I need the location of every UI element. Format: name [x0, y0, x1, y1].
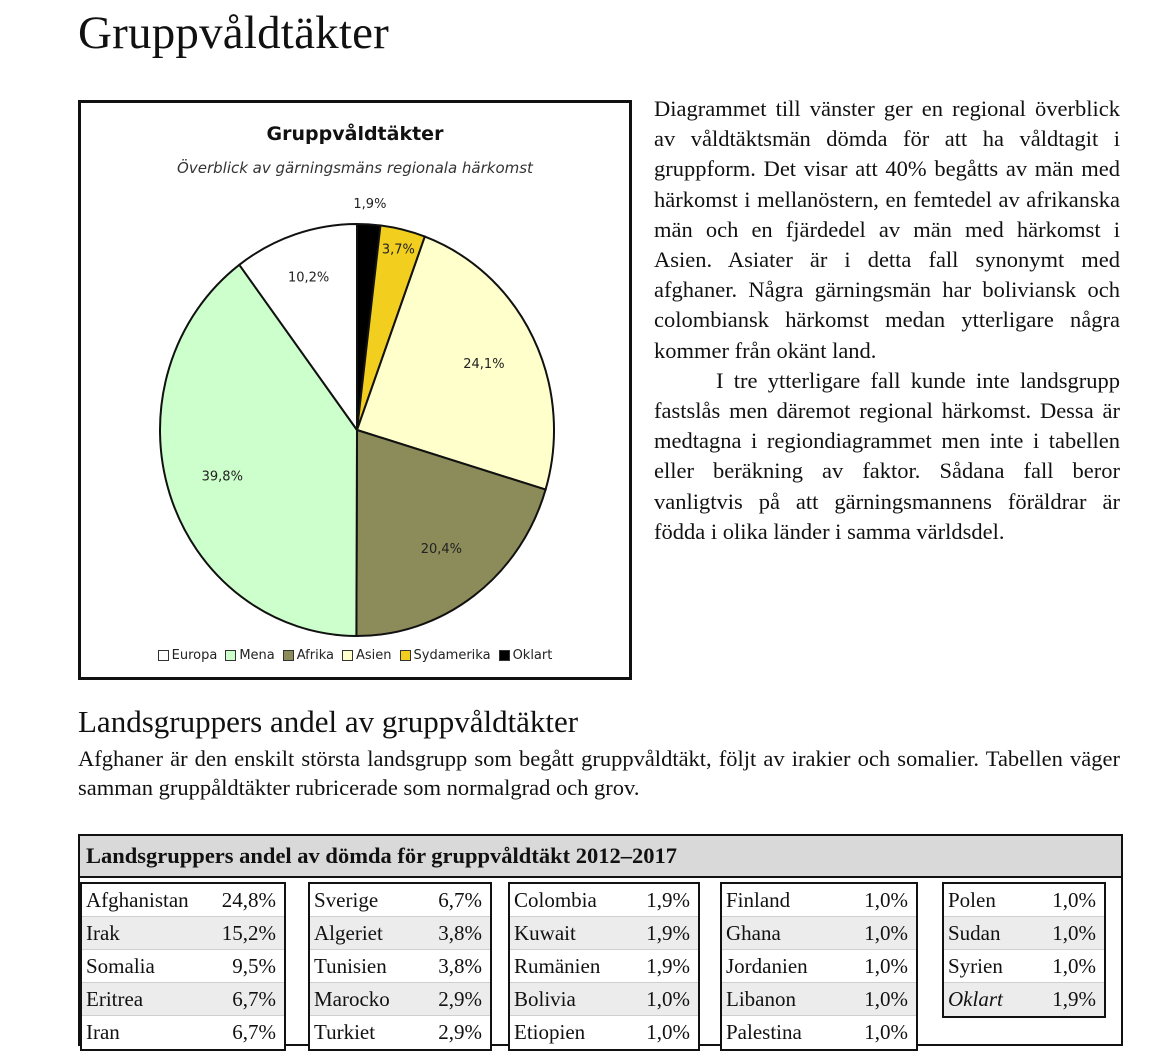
country-share: 9,5% [232, 953, 276, 978]
country-name: Marocko [314, 986, 390, 1011]
table-row [82, 884, 284, 917]
table-row [310, 884, 490, 917]
country-name: Tunisien [314, 953, 387, 978]
country-share: 1,9% [646, 887, 690, 912]
legend-item-afrika [283, 648, 334, 663]
country-share: 1,0% [864, 887, 908, 912]
country-name: Iran [86, 1020, 120, 1044]
country-name: Oklart [948, 987, 1003, 1011]
country-share: 1,0% [1052, 887, 1096, 912]
legend-swatch-mena [225, 650, 236, 661]
table-column-4 [720, 882, 918, 1051]
pie-label-oklart: 1,9% [353, 196, 387, 212]
table-column-1 [80, 882, 286, 1051]
legend-label-asien: Asien [355, 648, 392, 663]
table-row [722, 917, 916, 950]
country-share: 1,0% [864, 920, 908, 945]
table-row [944, 884, 1104, 917]
table-row [510, 917, 698, 950]
country-name: Colombia [514, 887, 597, 912]
legend-label-europa: Europa [171, 648, 218, 663]
pie-chart [78, 100, 632, 680]
country-name: Rumänien [514, 953, 601, 978]
country-share: 1,0% [1052, 953, 1096, 978]
pie-svg [81, 103, 629, 677]
legend-label-oklart: Oklart [512, 648, 553, 663]
body-paragraph-1: Diagrammet till vänster ger en regional överblick av våldtäktsmän dömda för att ha våldtagit i gruppform. Det visar att 40% begåtts av män med härkomst i mellanöstern, en femtedel av afrikanska män och en fjärdedel av män med härkomst i Asien. Asiater är i detta fall synonymt med afghaner. Några gärningsmän har boliviansk och colombiansk härkomst medan ytterligare några kommer från okänt land. [654, 96, 1120, 363]
table-row [944, 950, 1104, 983]
pie-label-sydamerika: 3,7% [381, 242, 415, 258]
table-row [722, 983, 916, 1016]
legend-swatch-afrika [283, 650, 294, 661]
country-share: 1,9% [646, 953, 690, 978]
country-share: 1,9% [1052, 987, 1096, 1011]
country-name: Etiopien [514, 1020, 586, 1044]
country-share: 15,2% [221, 920, 276, 945]
table-row [510, 1016, 698, 1049]
table-row [310, 917, 490, 950]
table-row [82, 917, 284, 950]
country-name: Libanon [726, 986, 796, 1011]
table-column-3 [508, 882, 700, 1051]
country-share: 1,0% [864, 1020, 908, 1044]
page-title: Gruppvåldtäkter [78, 7, 390, 59]
country-share: 2,9% [438, 1020, 482, 1044]
body-paragraph-2: I tre ytterligare fall kunde inte landsgrupp fastslås men däremot regional härkomst. Dessa är medtagna i regiondiagrammet men inte i tabellen eller beräkning av faktor. Sådana fall beror vanligtvis på att gärningsmannens föräldrar är födda i olika länder i samma världsdel. [654, 367, 1120, 544]
legend-swatch-sydamerika [400, 650, 411, 661]
table-row [82, 983, 284, 1016]
pie-label-mena: 39,8% [201, 469, 243, 485]
country-share: 3,8% [438, 920, 482, 945]
table-row [82, 1016, 284, 1049]
legend-item-europa [158, 648, 218, 663]
country-share: 1,0% [646, 1020, 690, 1044]
table-row [722, 884, 916, 917]
country-name: Eritrea [86, 986, 144, 1011]
country-name: Afghanistan [86, 887, 189, 912]
chart-subtitle: Överblick av gärningsmäns regionala härkomst [177, 159, 533, 177]
country-table [78, 834, 1123, 1046]
chart-legend [81, 648, 629, 663]
country-share: 6,7% [232, 1020, 276, 1044]
country-share: 6,7% [232, 986, 276, 1011]
country-share: 1,0% [1052, 920, 1096, 945]
country-name: Turkiet [314, 1020, 376, 1044]
country-name: Bolivia [514, 986, 576, 1011]
country-name: Kuwait [514, 920, 576, 945]
country-share: 24,8% [221, 887, 276, 912]
legend-label-sydamerika: Sydamerika [413, 648, 491, 663]
pie-label-europa: 10,2% [287, 270, 330, 286]
legend-swatch-asien [342, 650, 353, 661]
table-row [944, 983, 1104, 1016]
table-row [510, 884, 698, 917]
country-name: Palestina [726, 1020, 802, 1044]
country-share: 6,7% [438, 887, 482, 912]
country-share: 1,0% [864, 986, 908, 1011]
country-name: Somalia [86, 953, 155, 978]
table-row [944, 917, 1104, 950]
table-row [310, 1016, 490, 1049]
country-name: Algeriet [314, 920, 383, 945]
country-share: 1,0% [864, 953, 908, 978]
country-share: 2,9% [438, 986, 482, 1011]
legend-item-asien [342, 648, 392, 663]
country-name: Syrien [948, 953, 1003, 978]
body-text [654, 94, 1120, 547]
country-share: 3,8% [438, 953, 482, 978]
country-name: Jordanien [726, 953, 808, 978]
country-name: Irak [86, 920, 120, 945]
country-name: Finland [726, 887, 791, 912]
table-row [310, 983, 490, 1016]
legend-item-oklart [499, 648, 553, 663]
legend-item-sydamerika [400, 648, 491, 663]
pie-label-asien: 24,1% [463, 356, 505, 372]
country-share: 1,0% [646, 986, 690, 1011]
legend-item-mena [225, 648, 274, 663]
table-column-2 [308, 882, 492, 1051]
legend-swatch-europa [158, 650, 169, 661]
table-row [82, 950, 284, 983]
table-row [510, 950, 698, 983]
legend-label-afrika: Afrika [296, 648, 334, 663]
legend-swatch-oklart [499, 650, 510, 661]
legend-label-mena: Mena [239, 648, 275, 663]
section-text: Afghaner är den enskilt största landsgrupp som begått gruppvåldtäkt, följt av irakier och somalier. Tabellen väger samman gruppåldtäkter rubricerade som normalgrad och grov. [78, 746, 1120, 800]
country-name: Sverige [314, 887, 379, 912]
table-title: Landsgruppers andel av dömda för gruppvåldtäkt 2012–2017 [80, 836, 1121, 878]
country-name: Polen [948, 887, 996, 912]
country-name: Sudan [948, 920, 1001, 945]
table-column-5 [942, 882, 1106, 1018]
table-row [310, 950, 490, 983]
section-title: Landsgruppers andel av gruppvåldtäkter [78, 704, 579, 739]
table-row [722, 950, 916, 983]
table-row [722, 1016, 916, 1049]
pie-label-afrika: 20,4% [420, 542, 463, 558]
chart-title: Gruppvåldtäkter [266, 123, 444, 145]
country-share: 1,9% [646, 920, 690, 945]
country-name: Ghana [726, 920, 781, 945]
table-row [510, 983, 698, 1016]
